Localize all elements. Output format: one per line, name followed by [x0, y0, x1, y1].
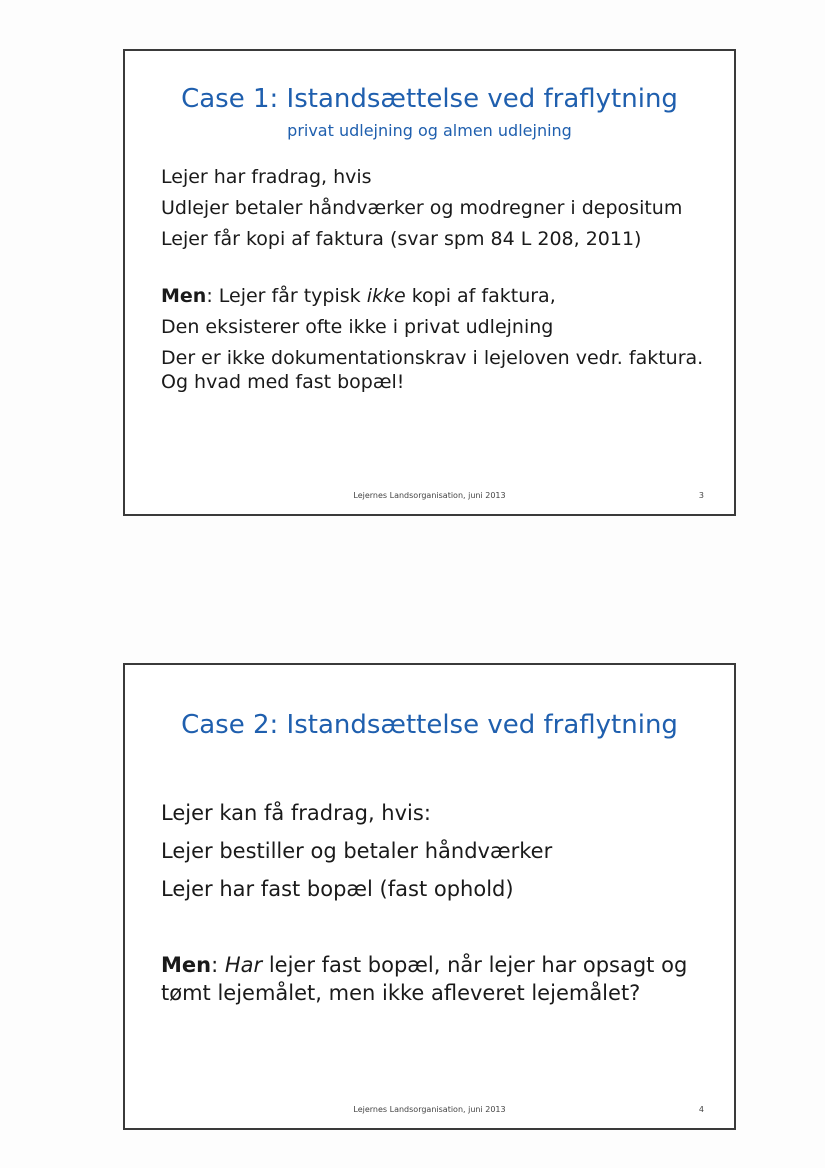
- bullet-line: Udlejer betaler håndværker og modregner i depositum: [161, 197, 683, 219]
- men-line: [161, 951, 710, 1007]
- bullet-line: Lejer har fradrag, hvis: [161, 166, 372, 188]
- bullet-line: Der er ikke dokumentationskrav i lejeloven vedr. faktura. Og hvad med fast bopæl!: [161, 347, 704, 393]
- men-emphasis: Har: [224, 953, 263, 977]
- men-line: [161, 284, 710, 308]
- slide-body: [161, 799, 710, 1017]
- bullet-line: Den eksisterer ofte ikke i privat udlejning: [161, 316, 554, 338]
- men-text: kopi af faktura,: [405, 285, 556, 307]
- men-emphasis: ikke: [366, 285, 406, 307]
- slide-title: Case 2: Istandsættelse ved fraflytning: [181, 710, 678, 740]
- men-text: :: [211, 953, 225, 977]
- page-number: 3: [698, 491, 704, 500]
- slide-3: [123, 49, 736, 516]
- men-label: Men: [161, 285, 207, 307]
- men-label: Men: [161, 953, 212, 977]
- bullet-line: Lejer kan få fradrag, hvis:: [161, 801, 431, 825]
- bullet-line: Lejer bestiller og betaler håndværker: [161, 839, 553, 863]
- bullet-line: Lejer har fast bopæl (fast ophold): [161, 877, 514, 901]
- slide-body: [161, 165, 710, 401]
- slide-title: Case 1: Istandsættelse ved fraflytning: [181, 84, 678, 114]
- men-text: : Lejer får typisk: [206, 285, 367, 307]
- page-number: 4: [698, 1105, 704, 1114]
- slide-footer: Lejernes Landsorganisation, juni 2013: [353, 491, 506, 500]
- slide-4: [123, 663, 736, 1130]
- men-text: lejer fast bopæl, når lejer har opsagt og tømt lejemålet, men ikke afleveret lejemålet?: [161, 953, 688, 1005]
- slide-footer: Lejernes Landsorganisation, juni 2013: [353, 1105, 506, 1114]
- slide-subtitle: privat udlejning og almen udlejning: [287, 121, 572, 140]
- bullet-line: Lejer får kopi af faktura (svar spm 84 L 208, 2011): [161, 228, 642, 250]
